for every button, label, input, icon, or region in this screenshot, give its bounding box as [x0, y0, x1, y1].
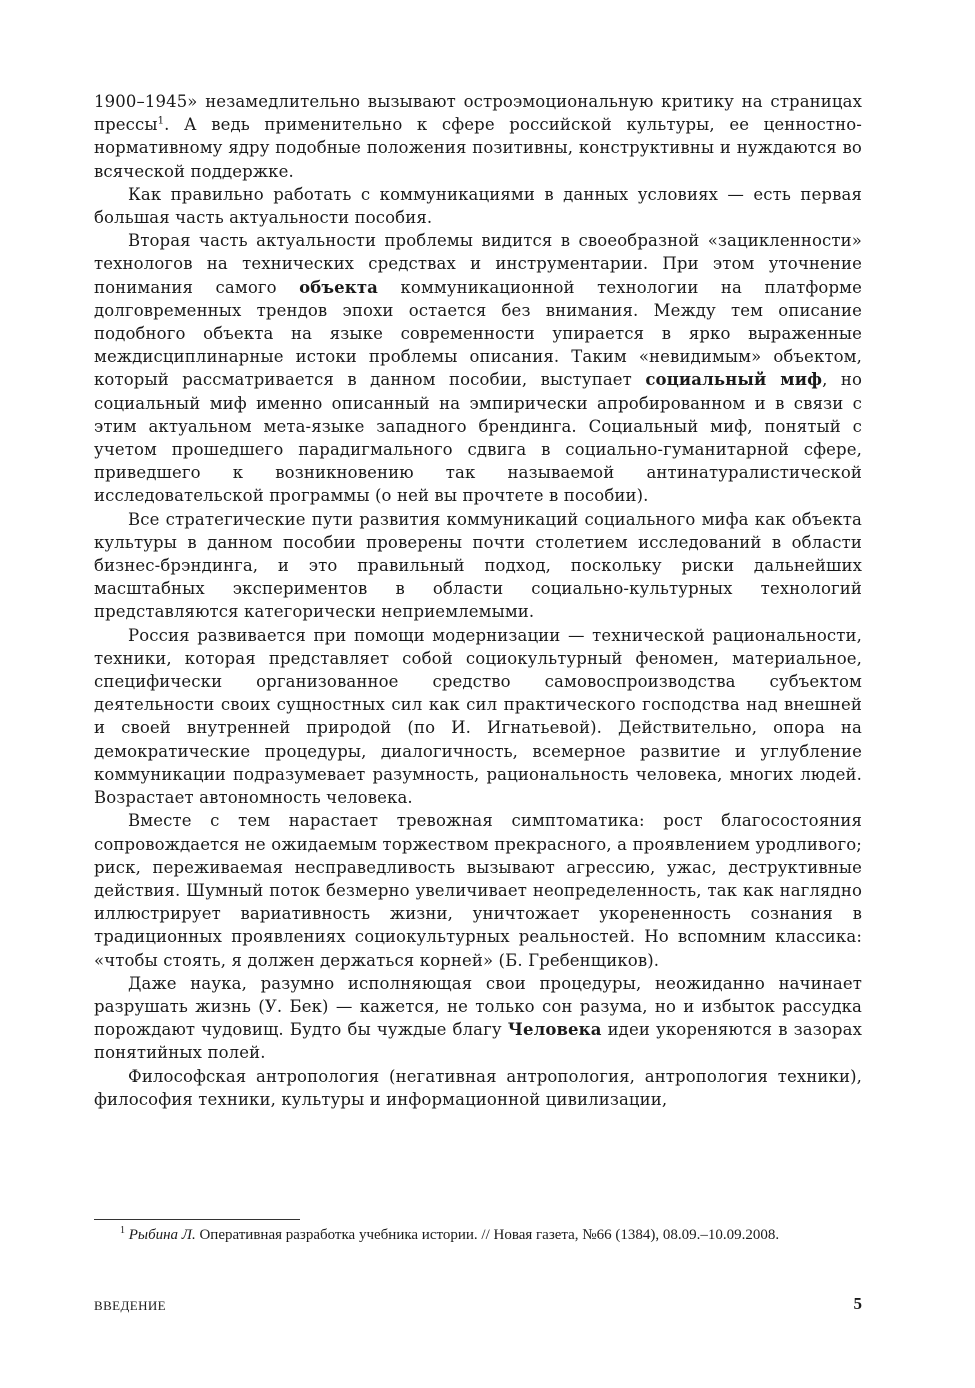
bold-term: Человека	[507, 1020, 602, 1040]
footnote-text: Оперативная разработка учебника истории. // Новая газета, №66 (1384), 08.09.–10.09.2008.	[195, 1227, 780, 1243]
paragraph: Как правильно работать с коммуникациями в данных условиях — есть первая большая часть актуальности пособия.	[94, 184, 862, 228]
page-number: 5	[853, 1294, 862, 1313]
footnote	[94, 1225, 862, 1245]
footnote-author: Рыбина Л.	[128, 1227, 196, 1243]
paragraph: Вторая часть актуальности проблемы видится в своеобразной «зацикленности» технологов на технических средствах и инструментарии. При этом уточнение понимания самого объекта коммуникационной технологии на платформе долговременных трендов эпохи остается без внимания. Между тем описание подобного объекта на языке современности упирается в ярко выраженные междисциплинарные истоки проблемы описания. Таким «невидимым» объектом, который рассматривается в данном пособии, выступает социальный миф, но социальный миф именно описанный на эмпирически апробированном и в связи с этим актуальном мета-языке западного брендинга. Социальный миф, понятый с учетом прошедшего парадигмального сдвига в социально-гуманитарной сфере, приведшего к возникновению так называемой антинатуралистической исследовательской программы (о ней вы прочтете в пособии).	[94, 231, 863, 506]
footnote-separator	[94, 1219, 300, 1220]
running-head: ВВЕДЕНИЕ	[94, 1298, 167, 1313]
paragraph: Россия развивается при помощи модернизации — технической рациональности, техники, которая представляет собой социокультурный феномен, материальное, специфически организованное средство самовоспроизводства субъектом деятельности своих сущностных сил как сил практического господства над внешней и своей внутренней природой (по И. Игнатьевой). Действительно, опора на демократические процедуры, диалогичность, всемерное развитие и углубление коммуникации подразумевает разумность, рациональность человека, многих людей. Возрастает автономность человека.	[94, 625, 862, 808]
footnote-reference[interactable]: 1	[157, 115, 165, 127]
bold-term: объекта	[299, 277, 378, 297]
paragraph: 1900–1945» незамедлительно вызывают остроэмоциональную критику на страницах прессы$^1$. А ведь применительно к сфере российской культуры, ее ценностно-нормативному ядру подобные положения позитивны, конструктивны и нуждаются во всяческой поддержке.	[94, 92, 862, 181]
paragraph: Вместе с тем нарастает тревожная симптоматика: рост благосостояния сопровождается не ожидаемым торжеством прекрасного, а проявлением уродливого; риск, переживаемая несправедливость вызывают агрессию, ужас, деструктивные действия. Шумный поток безмерно увеличивает неопределенность, так как наглядно иллюстрирует вариативность жизни, уничтожает укорененность сознания в традиционных проявлениях социокультурных реальностей. Но вспомним классика: «чтобы стоять, я должен держаться корней» (Б. Гребенщиков).	[94, 811, 862, 970]
paragraph: Философская антропология (негативная антропология, антропология техники), философия техники, культуры и информационной цивилизации,	[94, 1066, 862, 1109]
body-text	[94, 90, 862, 1111]
paragraph: Все стратегические пути развития коммуникаций социального мифа как объекта культуры в данном пособии проверены почти столетием исследований в области бизнес-брэндинга, и это правильный подход, поскольку риски дальнейших масштабных экспериментов в области социально-культурных технологий представляются категорически неприемлемыми.	[94, 509, 862, 622]
bold-term: социальный миф	[645, 370, 823, 390]
footnote-marker: 1	[120, 1225, 125, 1236]
paragraph: Даже наука, разумно исполняющая свои процедуры, неожиданно начинает разрушать жизнь (У. Бек) — кажется, не только сон разума, но и избыток рассудка порождают чудовищ. Будто бы чуждые благу Человека идеи укореняются в зазорах понятийных полей.	[94, 973, 862, 1063]
